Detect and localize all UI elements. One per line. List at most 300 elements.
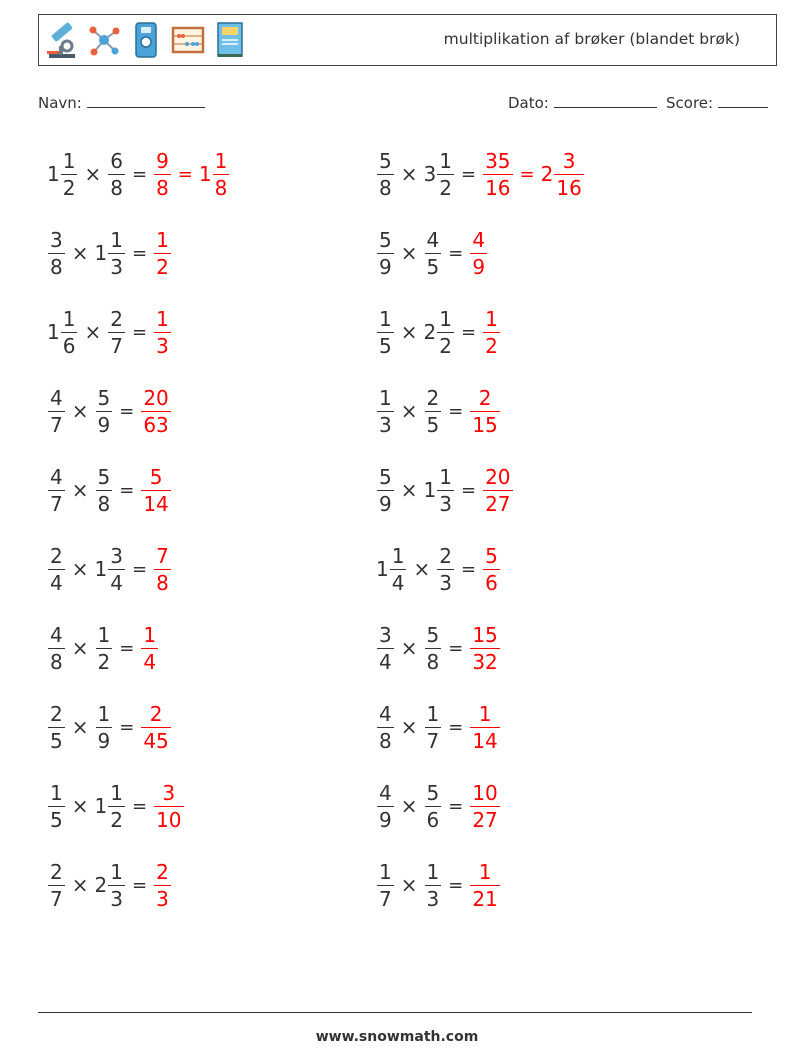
- whole-number: 3: [423, 162, 437, 186]
- name-label: Navn:: [38, 94, 82, 112]
- denominator: 10: [156, 807, 182, 832]
- fraction: [154, 543, 171, 595]
- fraction: [377, 148, 394, 200]
- denominator: 3: [110, 254, 123, 279]
- numerator: 5: [379, 464, 392, 489]
- factor-b: [424, 701, 443, 753]
- fraction: [483, 464, 512, 516]
- fraction: [154, 780, 183, 832]
- denominator: 4: [379, 649, 392, 674]
- denominator: 3: [156, 886, 169, 911]
- factor-b: [95, 701, 114, 753]
- fraction: [470, 701, 499, 753]
- numerator: 5: [426, 780, 440, 805]
- numerator: 3: [379, 622, 392, 647]
- equals-sign: =: [448, 242, 464, 264]
- numerator: 4: [379, 701, 392, 726]
- fraction: [48, 780, 65, 832]
- times-sign: ×: [71, 399, 89, 423]
- problem-7: [47, 376, 172, 446]
- numerator: 5: [485, 543, 498, 568]
- answer-fraction: [469, 622, 500, 674]
- denominator: 6: [426, 807, 440, 832]
- denominator: 2: [62, 175, 76, 200]
- equals-sign: =: [119, 637, 135, 659]
- denominator: 16: [485, 175, 511, 200]
- denominator: 5: [50, 807, 63, 832]
- answer: [153, 306, 172, 358]
- numerator: 3: [162, 780, 176, 805]
- denominator: 4: [391, 570, 405, 595]
- problem-18: [376, 771, 501, 841]
- numerator: 1: [426, 859, 440, 884]
- problem-10: [376, 455, 514, 525]
- denominator: 5: [50, 728, 63, 753]
- denominator: 2: [439, 175, 452, 200]
- numerator: 5: [149, 464, 163, 489]
- answer-fraction: [153, 859, 172, 911]
- factor-b: [94, 859, 126, 911]
- numerator: 35: [485, 148, 511, 173]
- factor-a: [47, 385, 66, 437]
- equals-sign: =: [131, 321, 148, 343]
- date-label: Dato:: [508, 94, 549, 112]
- factor-a: [376, 148, 395, 200]
- answer-fraction: [140, 701, 171, 753]
- fraction: [48, 701, 65, 753]
- equals-sign: =: [448, 716, 464, 738]
- times-sign: ×: [71, 241, 89, 265]
- fraction: [425, 622, 442, 674]
- answer: [469, 780, 500, 832]
- equals-sign: =: [119, 716, 135, 738]
- factor-b: [424, 859, 443, 911]
- numerator: 5: [379, 227, 392, 252]
- denominator: 5: [379, 333, 392, 358]
- factor-a: [47, 148, 78, 200]
- problem-16: [376, 692, 501, 762]
- times-sign: ×: [71, 794, 89, 818]
- fraction: [48, 622, 65, 674]
- answer-mixed-number: [540, 148, 585, 200]
- factor-a: [376, 464, 395, 516]
- denominator: 4: [50, 570, 63, 595]
- answer: [153, 148, 230, 200]
- numerator: 1: [439, 148, 452, 173]
- factor-b: [424, 780, 443, 832]
- numerator: 1: [110, 780, 123, 805]
- equals-sign: =: [119, 479, 135, 501]
- answer-fraction: [153, 306, 172, 358]
- numerator: 1: [97, 622, 111, 647]
- factor-b: [423, 148, 455, 200]
- answer: [153, 543, 172, 595]
- fraction: [377, 464, 394, 516]
- answer-fraction: [482, 306, 501, 358]
- denominator: 3: [426, 886, 440, 911]
- numerator: 1: [439, 464, 452, 489]
- numerator: 1: [110, 859, 123, 884]
- factor-b: [436, 543, 455, 595]
- factor-a: [47, 306, 78, 358]
- answer: [482, 543, 501, 595]
- fraction: [377, 227, 394, 279]
- answer-equals-sign: =: [519, 163, 535, 185]
- numerator: 2: [149, 701, 163, 726]
- factor-a: [376, 385, 395, 437]
- equals-sign: =: [131, 163, 148, 185]
- times-sign: ×: [84, 320, 102, 344]
- answer: [469, 701, 500, 753]
- fraction: [425, 780, 442, 832]
- numerator: 1: [214, 148, 228, 173]
- denominator: 2: [156, 254, 169, 279]
- answer-fraction: [482, 148, 513, 200]
- equals-sign: =: [131, 558, 148, 580]
- whole-number: 1: [47, 162, 60, 186]
- denominator: 6: [485, 570, 498, 595]
- denominator: 27: [472, 807, 498, 832]
- denominator: 14: [472, 728, 498, 753]
- numerator: 4: [426, 227, 440, 252]
- denominator: 3: [156, 333, 169, 358]
- numerator: 1: [156, 306, 169, 331]
- factor-b: [95, 464, 114, 516]
- denominator: 8: [50, 649, 63, 674]
- answer-fraction: [469, 227, 488, 279]
- answer: [482, 148, 585, 200]
- problem-2: [376, 139, 585, 209]
- factor-b: [94, 780, 126, 832]
- fraction: [437, 148, 454, 200]
- times-sign: ×: [71, 478, 89, 502]
- numerator: 1: [379, 859, 392, 884]
- denominator: 63: [143, 412, 169, 437]
- fraction: [425, 859, 442, 911]
- denominator: 2: [439, 333, 452, 358]
- fraction: [48, 859, 65, 911]
- denominator: 45: [143, 728, 169, 753]
- factor-a: [376, 859, 395, 911]
- factor-b: [94, 227, 126, 279]
- numerator: 1: [478, 701, 492, 726]
- denominator: 7: [50, 412, 63, 437]
- fraction: [48, 385, 65, 437]
- fraction: [141, 622, 158, 674]
- denominator: 9: [472, 254, 486, 279]
- numerator: 1: [50, 780, 63, 805]
- answer-fraction: [153, 148, 172, 200]
- whole-number: 2: [540, 162, 554, 186]
- numerator: 1: [439, 306, 452, 331]
- denominator: 3: [379, 412, 392, 437]
- fraction: [437, 306, 454, 358]
- numerator: 4: [472, 227, 486, 252]
- whole-number: 2: [94, 873, 108, 897]
- numerator: 5: [379, 148, 392, 173]
- times-sign: ×: [400, 478, 418, 502]
- fraction: [108, 148, 125, 200]
- fraction: [483, 148, 512, 200]
- numerator: 2: [426, 385, 440, 410]
- denominator: 6: [62, 333, 76, 358]
- factor-a: [376, 227, 395, 279]
- numerator: 3: [110, 543, 123, 568]
- factor-b: [107, 306, 126, 358]
- answer: [482, 306, 501, 358]
- factor-a: [376, 622, 395, 674]
- fraction: [554, 148, 583, 200]
- denominator: 16: [556, 175, 582, 200]
- times-sign: ×: [400, 794, 418, 818]
- fraction: [470, 622, 499, 674]
- answer-mixed-number: [198, 148, 230, 200]
- times-sign: ×: [400, 636, 418, 660]
- fraction: [96, 622, 113, 674]
- fraction: [390, 543, 407, 595]
- denominator: 5: [426, 254, 440, 279]
- factor-a: [376, 543, 407, 595]
- numerator: 1: [379, 306, 392, 331]
- fraction: [96, 385, 113, 437]
- fraction: [213, 148, 230, 200]
- numerator: 7: [156, 543, 169, 568]
- factor-a: [376, 780, 395, 832]
- denominator: 9: [97, 728, 111, 753]
- answer-fraction: [140, 385, 171, 437]
- problem-8: [376, 376, 501, 446]
- factor-b: [107, 148, 126, 200]
- answer-equals-sign: =: [177, 163, 193, 185]
- fraction: [61, 148, 78, 200]
- footer-url: www.snowmath.com: [315, 1029, 479, 1045]
- problem-13: [47, 613, 159, 683]
- denominator: 8: [156, 570, 169, 595]
- whole-number: 1: [94, 241, 108, 265]
- fraction: [437, 464, 454, 516]
- problem-5: [47, 297, 172, 367]
- denominator: 7: [426, 728, 440, 753]
- numerator: 1: [485, 306, 498, 331]
- denominator: 2: [97, 649, 111, 674]
- whole-number: 1: [94, 794, 108, 818]
- denominator: 32: [472, 649, 498, 674]
- answer: [140, 622, 159, 674]
- problem-6: [376, 297, 501, 367]
- factor-a: [47, 622, 66, 674]
- factor-a: [47, 780, 66, 832]
- factor-a: [47, 227, 66, 279]
- fraction: [108, 227, 125, 279]
- numerator: 4: [50, 464, 63, 489]
- numerator: 1: [426, 701, 440, 726]
- fraction: [425, 701, 442, 753]
- fraction: [377, 780, 394, 832]
- fraction: [470, 227, 487, 279]
- numerator: 2: [439, 543, 452, 568]
- equals-sign: =: [448, 795, 464, 817]
- factor-a: [47, 464, 66, 516]
- denominator: 7: [379, 886, 392, 911]
- whole-number: 1: [94, 557, 108, 581]
- fraction: [425, 385, 442, 437]
- factor-b: [423, 306, 455, 358]
- fraction: [154, 148, 171, 200]
- times-sign: ×: [400, 320, 418, 344]
- numerator: 3: [562, 148, 576, 173]
- fraction: [141, 385, 170, 437]
- numerator: 20: [485, 464, 511, 489]
- times-sign: ×: [84, 162, 102, 186]
- answer-fraction: [153, 780, 184, 832]
- whole-number: 1: [47, 320, 60, 344]
- fraction: [108, 780, 125, 832]
- fraction: [377, 385, 394, 437]
- worksheet-title: multiplikation af brøker (blandet brøk): [443, 30, 740, 48]
- denominator: 3: [110, 886, 123, 911]
- answer: [153, 227, 172, 279]
- times-sign: ×: [400, 873, 418, 897]
- denominator: 8: [379, 175, 392, 200]
- fraction: [154, 227, 171, 279]
- numerator: 1: [156, 227, 169, 252]
- answer: [469, 622, 500, 674]
- problem-3: [47, 218, 172, 288]
- fraction: [141, 464, 170, 516]
- numerator: 1: [97, 701, 111, 726]
- equals-sign: =: [131, 242, 148, 264]
- denominator: 7: [50, 491, 63, 516]
- numerator: 1: [143, 622, 157, 647]
- answer: [153, 859, 172, 911]
- fraction: [483, 306, 500, 358]
- footer-divider: [38, 1012, 752, 1013]
- denominator: 5: [426, 412, 440, 437]
- denominator: 14: [143, 491, 169, 516]
- fraction: [470, 780, 499, 832]
- numerator: 5: [97, 464, 111, 489]
- answer-fraction: [153, 543, 172, 595]
- factor-a: [47, 859, 66, 911]
- fraction: [108, 306, 125, 358]
- equals-sign: =: [131, 795, 148, 817]
- problem-9: [47, 455, 172, 525]
- times-sign: ×: [400, 241, 418, 265]
- fraction: [96, 464, 113, 516]
- numerator: 20: [143, 385, 169, 410]
- numerator: 2: [50, 701, 63, 726]
- factor-b: [424, 385, 443, 437]
- factor-b: [95, 622, 114, 674]
- numerator: 5: [97, 385, 111, 410]
- equals-sign: =: [448, 637, 464, 659]
- times-sign: ×: [71, 715, 89, 739]
- answer: [469, 385, 500, 437]
- numerator: 10: [472, 780, 498, 805]
- denominator: 4: [110, 570, 123, 595]
- denominator: 2: [110, 807, 123, 832]
- problem-17: [47, 771, 185, 841]
- factor-a: [376, 701, 395, 753]
- times-sign: ×: [71, 873, 89, 897]
- fraction: [61, 306, 78, 358]
- answer-fraction: [140, 464, 171, 516]
- numerator: 2: [110, 306, 123, 331]
- answer: [469, 859, 500, 911]
- denominator: 9: [379, 254, 392, 279]
- fraction: [154, 306, 171, 358]
- equals-sign: =: [448, 874, 464, 896]
- numerator: 1: [62, 306, 76, 331]
- fraction: [141, 701, 170, 753]
- numerator: 5: [426, 622, 440, 647]
- factor-b: [423, 464, 455, 516]
- problem-11: [47, 534, 172, 604]
- numerator: 9: [156, 148, 169, 173]
- factor-a: [47, 701, 66, 753]
- fraction: [377, 622, 394, 674]
- whole-number: 2: [423, 320, 437, 344]
- denominator: 8: [379, 728, 392, 753]
- numerator: 2: [156, 859, 169, 884]
- numerator: 1: [478, 859, 492, 884]
- factor-a: [376, 306, 395, 358]
- answer: [153, 780, 184, 832]
- fraction: [425, 227, 442, 279]
- denominator: 7: [50, 886, 63, 911]
- numerator: 2: [50, 859, 63, 884]
- equals-sign: =: [460, 163, 477, 185]
- numerator: 4: [50, 385, 63, 410]
- answer: [469, 227, 488, 279]
- equals-sign: =: [119, 400, 135, 422]
- times-sign: ×: [71, 636, 89, 660]
- problem-12: [376, 534, 501, 604]
- answer-fraction: [140, 622, 159, 674]
- problem-1: [47, 139, 230, 209]
- denominator: 9: [379, 491, 392, 516]
- fraction: [470, 385, 499, 437]
- factor-b: [424, 622, 443, 674]
- answer-fraction: [469, 385, 500, 437]
- answer-fraction: [469, 780, 500, 832]
- factor-b: [95, 385, 114, 437]
- times-sign: ×: [400, 399, 418, 423]
- fraction: [108, 859, 125, 911]
- denominator: 8: [156, 175, 169, 200]
- fraction: [377, 306, 394, 358]
- problem-20: [376, 850, 501, 920]
- answer-fraction: [153, 227, 172, 279]
- times-sign: ×: [413, 557, 431, 581]
- equals-sign: =: [460, 558, 477, 580]
- denominator: 4: [143, 649, 157, 674]
- problem-14: [376, 613, 501, 683]
- fraction: [96, 701, 113, 753]
- numerator: 4: [379, 780, 392, 805]
- answer: [140, 464, 171, 516]
- fraction: [437, 543, 454, 595]
- answer-fraction: [482, 543, 501, 595]
- factor-a: [47, 543, 66, 595]
- answer: [140, 385, 171, 437]
- equals-sign: =: [460, 321, 477, 343]
- fraction: [377, 701, 394, 753]
- times-sign: ×: [400, 715, 418, 739]
- factor-b: [94, 543, 126, 595]
- numerator: 3: [50, 227, 63, 252]
- denominator: 8: [97, 491, 111, 516]
